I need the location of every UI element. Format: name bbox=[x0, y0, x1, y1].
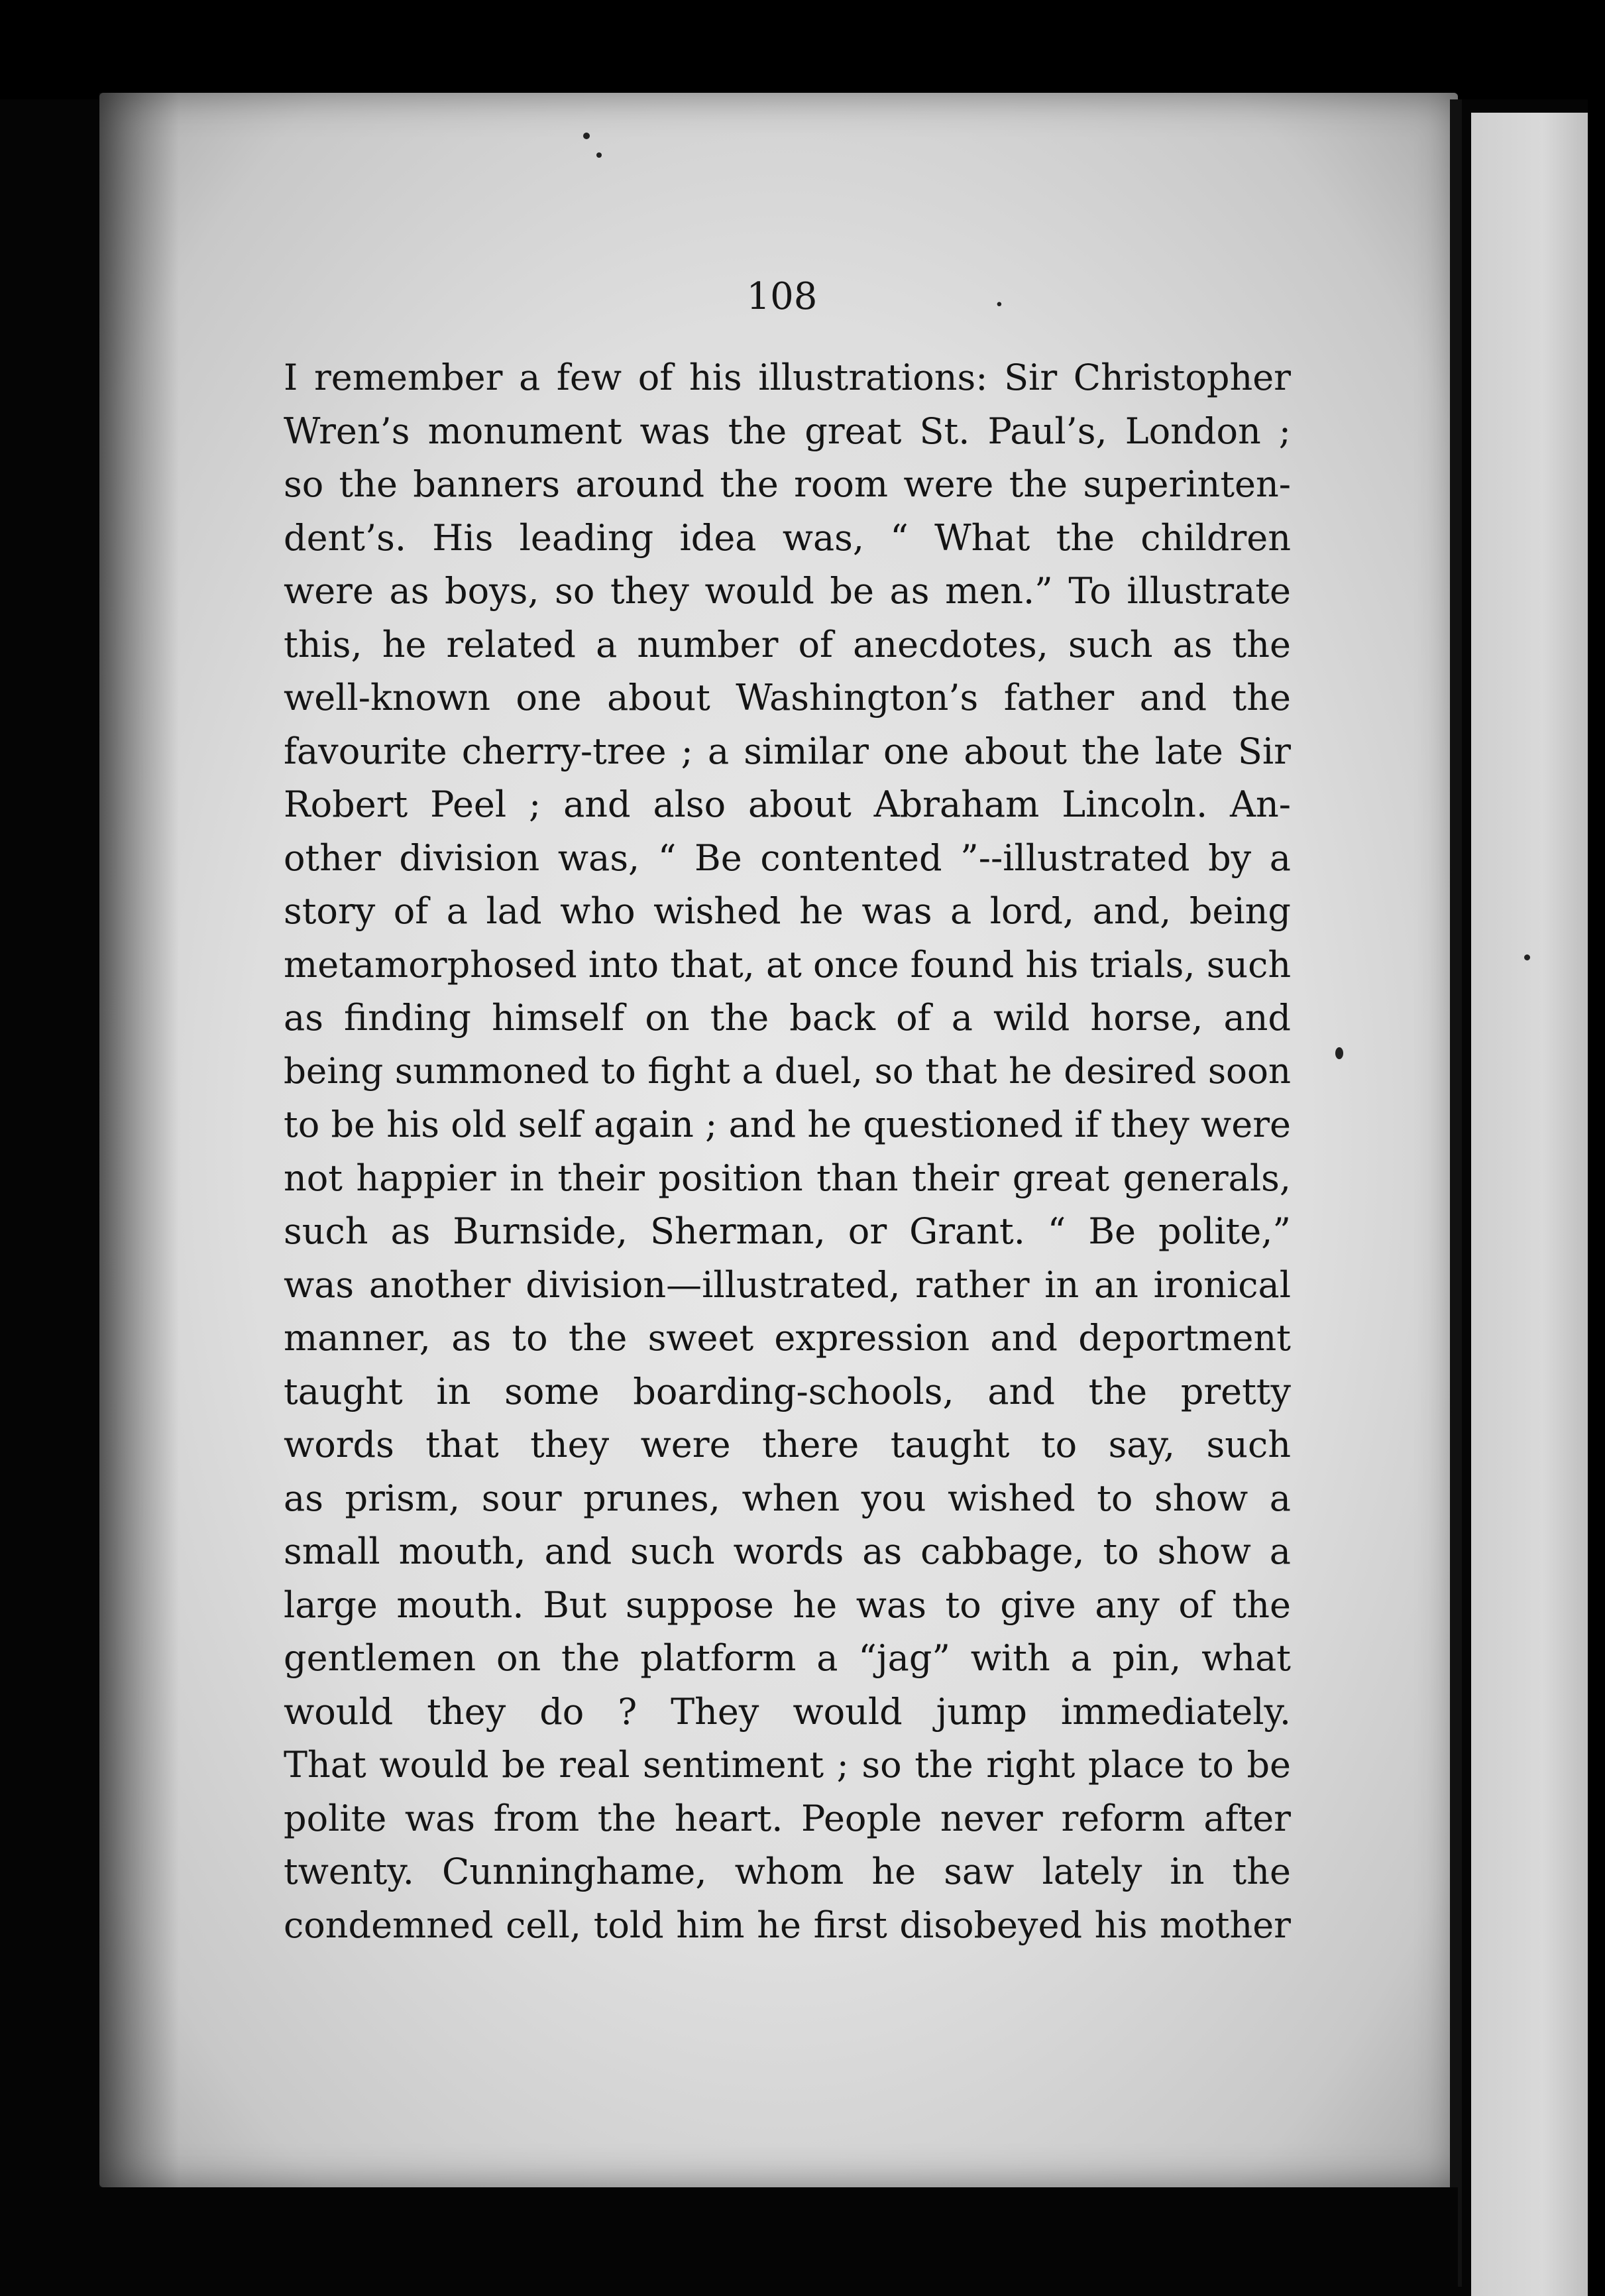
scan-speck bbox=[596, 152, 602, 158]
text-line: metamorphosed into that, at once found his trials, such bbox=[284, 943, 1291, 986]
scanner-bottom-border bbox=[0, 2187, 1458, 2296]
scan-speck bbox=[1335, 1047, 1343, 1059]
text-line: small mouth, and such words as cabbage, to show a bbox=[284, 1530, 1291, 1572]
page-number: 108 bbox=[746, 275, 818, 318]
text-line: Robert Peel ; and also about Abraham Lincoln. An- bbox=[284, 783, 1291, 825]
page-gutter-line bbox=[1450, 99, 1462, 2287]
scanner-right-border bbox=[1588, 0, 1605, 2296]
page-binding-shadow bbox=[99, 93, 179, 2187]
text-line: to be his old self again ; and he questioned if they were bbox=[284, 1104, 1291, 1145]
text-line: were as boys, so they would be as men.” To illustrate bbox=[284, 570, 1291, 612]
text-line: would they do ? They would jump immediately. bbox=[284, 1690, 1291, 1733]
scanner-top-border bbox=[0, 0, 1605, 99]
text-line: Wren’s monument was the great St. Paul’s, London ; bbox=[284, 410, 1291, 452]
text-line: favourite cherry-tree ; a similar one about the late Sir bbox=[284, 730, 1291, 772]
text-line: this, he related a number of anecdotes, such as the bbox=[284, 623, 1291, 665]
text-line: large mouth. But suppose he was to give any of the bbox=[284, 1583, 1291, 1626]
body-text bbox=[284, 351, 1291, 1952]
page-mark: · bbox=[994, 285, 1005, 323]
text-line: story of a lad who wished he was a lord, and, being bbox=[284, 890, 1291, 932]
text-line: twenty. Cunninghame, whom he saw lately in the bbox=[284, 1851, 1291, 1892]
text-line: other division was, “ Be contented ”--illustrated by a bbox=[284, 836, 1291, 879]
text-line: condemned cell, told him he first disobeyed his mother bbox=[284, 1904, 1291, 1946]
text-line: well-known one about Washington’s father and the bbox=[284, 677, 1291, 718]
text-line: was another division—illustrated, rather in an ironical bbox=[284, 1263, 1291, 1306]
text-line: so the banners around the room were the superinten- bbox=[284, 463, 1291, 505]
text-line: words that they were there taught to say, such bbox=[284, 1424, 1291, 1465]
text-line: manner, as to the sweet expression and deportment bbox=[284, 1317, 1291, 1359]
text-line: not happier in their position than their great generals, bbox=[284, 1157, 1291, 1199]
text-line: I remember a few of his illustrations: Sir Christopher bbox=[284, 357, 1291, 398]
text-line: as prism, sour prunes, when you wished to show a bbox=[284, 1477, 1291, 1519]
text-line: gentlemen on the platform a “jag” with a pin, what bbox=[284, 1637, 1291, 1679]
text-line: dent’s. His leading idea was, “ What the children bbox=[284, 516, 1291, 559]
scan-speck bbox=[1524, 954, 1530, 960]
text-line: as finding himself on the back of a wild horse, and bbox=[284, 997, 1291, 1039]
text-line: such as Burnside, Sherman, or Grant. “ Be polite,” bbox=[284, 1210, 1291, 1252]
scan-speck bbox=[583, 133, 590, 139]
text-line: That would be real sentiment ; so the right place to be bbox=[284, 1744, 1291, 1786]
text-line: polite was from the heart. People never reform after bbox=[284, 1797, 1291, 1839]
text-line: being summoned to fight a duel, so that he desired soon bbox=[284, 1051, 1291, 1092]
adjacent-page-edge bbox=[1471, 113, 1590, 2296]
text-line: taught in some boarding-schools, and the pretty bbox=[284, 1370, 1291, 1412]
